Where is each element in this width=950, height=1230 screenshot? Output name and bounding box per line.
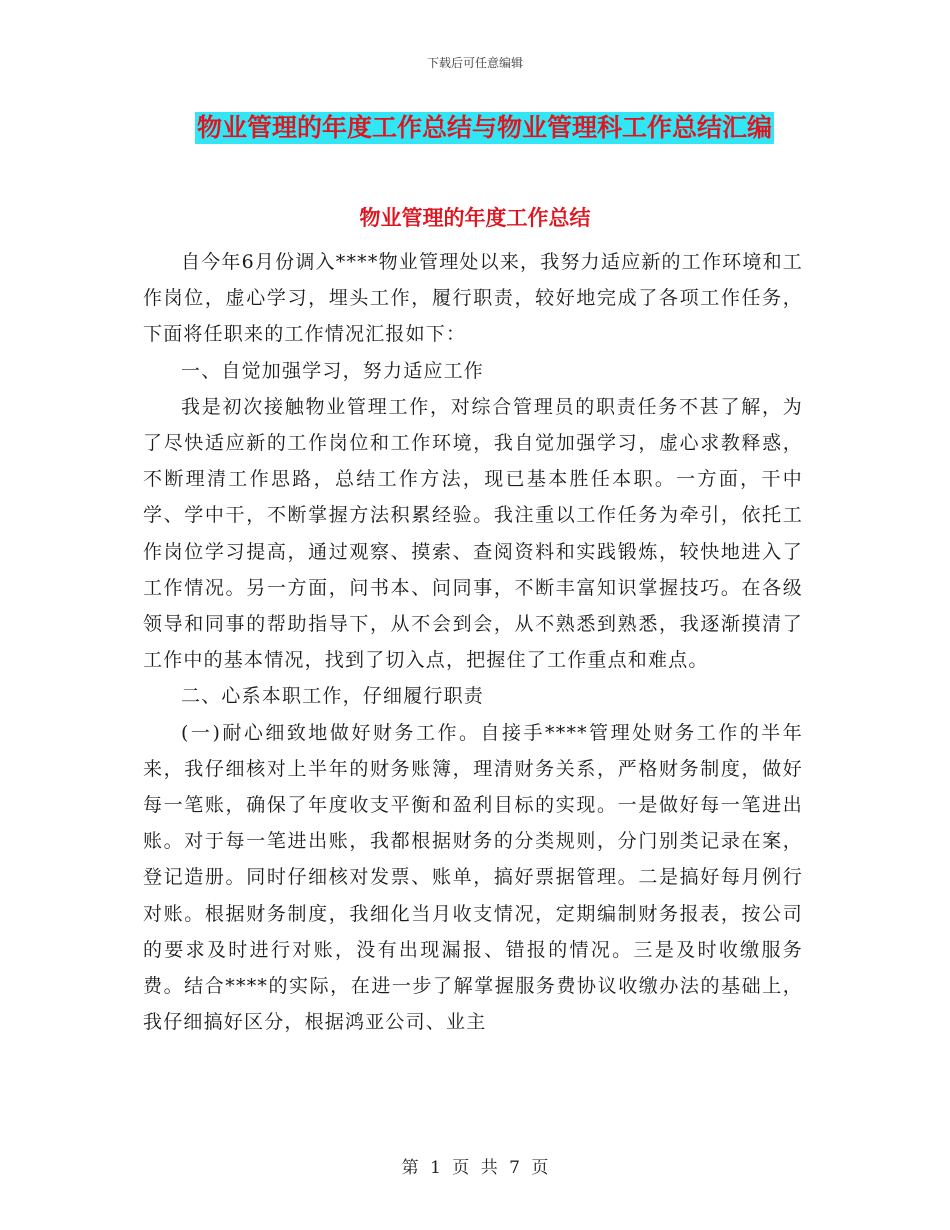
section-title: 物业管理的年度工作总结: [359, 206, 591, 230]
page-header-note: 下载后可任意编辑: [426, 56, 523, 70]
heading-two: 二、心系本职工作，仔细履行职责: [181, 685, 485, 708]
page-number-footer: 第 1 页 共 7 页: [401, 1158, 549, 1178]
paragraph-finance: (一)耐心细致地做好财务工作。自接手****管理处财务工作的半年来，我仔细核对上半年的财务账簿，理清财务关系，严格财务制度，做好每一笔账，确保了年度收支平衡和盈利目标的实现。一是做好每一笔进出账。对于每一笔进出账，我都根据财务的分类规则，分门别类记录在案，登记造册。同时仔细核对发票、账单，搞好票据管理。二是搞好每月例行对账。根据财务制度，我细化当月收支情况，定期编制财务报表，按公司的要求及时进行对账，没有出现漏报、错报的情况。三是及时收缴服务费。结合****的实际，在进一步了解掌握服务费协议收缴办法的基础上，我仔细搞好区分，根据鸿亚公司、业主: [143, 721, 803, 1034]
document-body: [143, 244, 803, 1040]
document-main-title: 物业管理的年度工作总结与物业管理科工作总结汇编: [197, 113, 773, 142]
heading-one: 一、自觉加强学习，努力适应工作: [181, 359, 485, 382]
paragraph-intro: 自今年6月份调入****物业管理处以来，我努力适应新的工作环境和工作岗位，虚心学习，埋头工作，履行职责，较好地完成了各项工作任务，下面将任职来的工作情况汇报如下：: [143, 251, 803, 346]
paragraph-study: 我是初次接触物业管理工作，对综合管理员的职责任务不甚了解，为了尽快适应新的工作岗位和工作环境，我自觉加强学习，虚心求教释惑，不断理清工作思路，总结工作方法，现已基本胜任本职。一方面，干中学、学中干，不断掌握方法积累经验。我注重以工作任务为牵引，依托工作岗位学习提高，通过观察、摸索、查阅资料和实践锻炼，较快地进入了工作情况。另一方面，问书本、问同事，不断丰富知识掌握技巧。在各级领导和同事的帮助指导下，从不会到会，从不熟悉到熟悉，我逐渐摸清了工作中的基本情况，找到了切入点，把握住了工作重点和难点。: [143, 395, 803, 672]
